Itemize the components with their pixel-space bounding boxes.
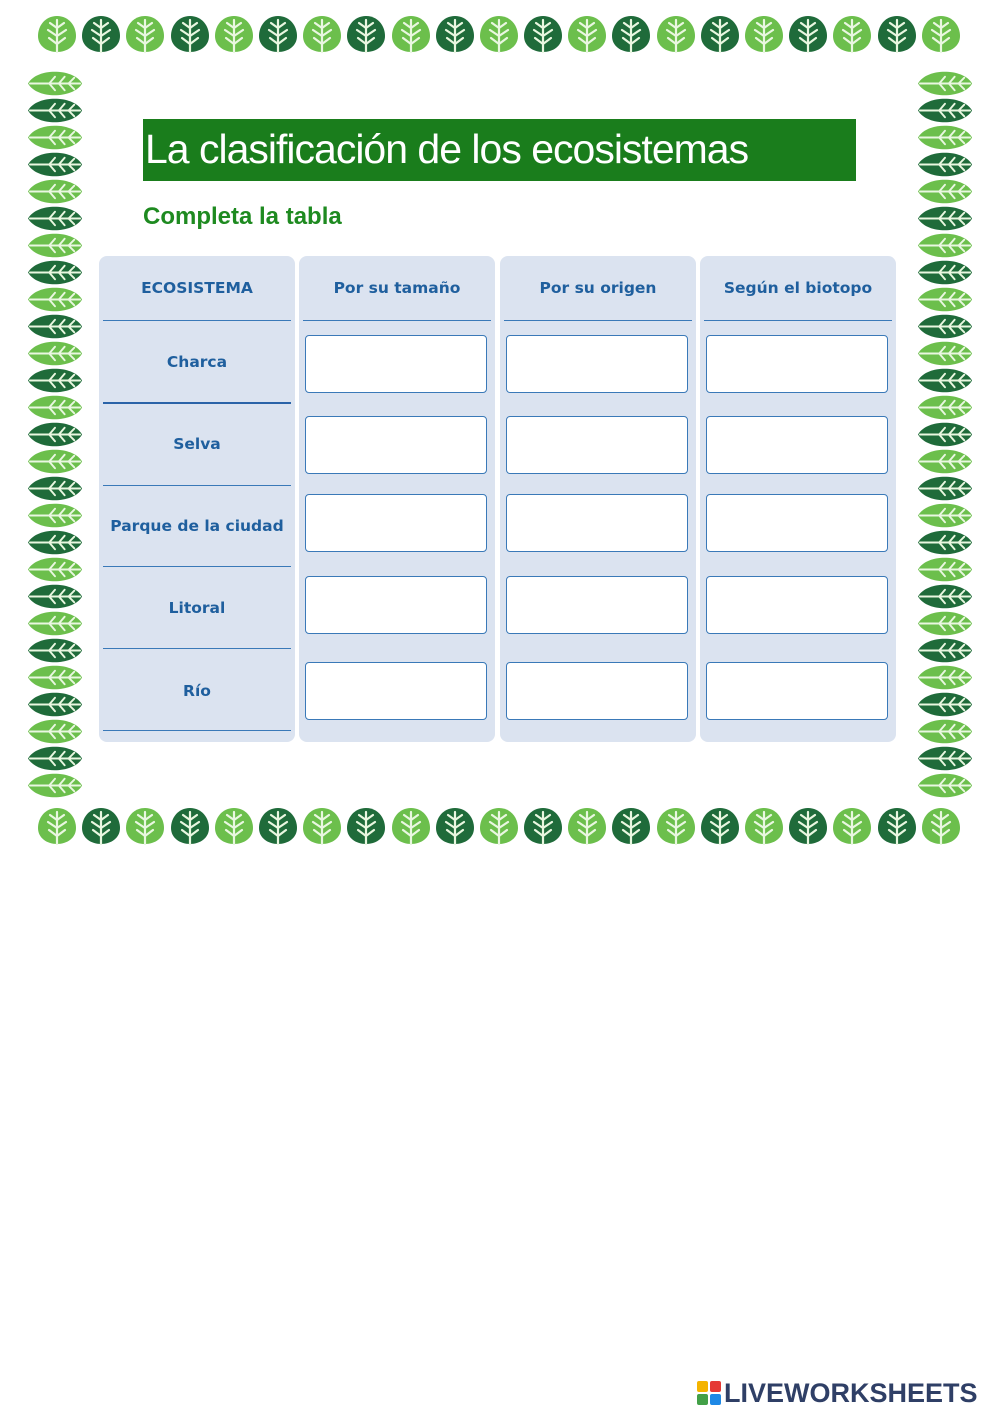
row-label-parque: Parque de la ciudad bbox=[110, 517, 284, 535]
leaf-icon bbox=[22, 97, 88, 124]
answer-box-parque-biotopo[interactable] bbox=[706, 494, 888, 552]
answer-box-rio-tamano[interactable] bbox=[305, 662, 487, 720]
leaf-icon bbox=[876, 806, 918, 846]
leaf-icon bbox=[345, 14, 387, 54]
leaf-icon bbox=[699, 806, 741, 846]
leaf-icon bbox=[610, 806, 652, 846]
leaf-icon bbox=[22, 232, 88, 259]
answer-box-litoral-origen[interactable] bbox=[506, 576, 688, 634]
leaf-icon bbox=[124, 14, 166, 54]
leaf-icon bbox=[912, 367, 978, 394]
row-divider bbox=[103, 730, 291, 731]
leaf-icon bbox=[920, 14, 962, 54]
leaf-icon bbox=[912, 664, 978, 691]
row-label-charca: Charca bbox=[166, 353, 228, 371]
leaf-icon bbox=[22, 259, 88, 286]
answer-box-charca-origen[interactable] bbox=[506, 335, 688, 393]
leaf-icon bbox=[434, 14, 476, 54]
leaf-icon bbox=[434, 806, 476, 846]
leaf-icon bbox=[912, 556, 978, 583]
leaf-icon bbox=[912, 475, 978, 502]
answer-box-charca-tamano[interactable] bbox=[305, 335, 487, 393]
answer-box-parque-origen[interactable] bbox=[506, 494, 688, 552]
leaf-icon bbox=[566, 806, 608, 846]
page-title: La clasificación de los ecosistemas bbox=[145, 126, 749, 172]
leaf-icon bbox=[912, 637, 978, 664]
ecosystem-column bbox=[99, 256, 295, 742]
answer-box-selva-tamano[interactable] bbox=[305, 416, 487, 474]
answer-box-litoral-tamano[interactable] bbox=[305, 576, 487, 634]
answer-box-litoral-biotopo[interactable] bbox=[706, 576, 888, 634]
leaf-icon bbox=[22, 124, 88, 151]
answer-box-selva-origen[interactable] bbox=[506, 416, 688, 474]
liveworksheets-logo-icon bbox=[697, 1381, 721, 1405]
leaf-icon bbox=[912, 583, 978, 610]
leaf-border-bottom bbox=[36, 806, 964, 846]
leaf-icon bbox=[22, 556, 88, 583]
leaf-icon bbox=[22, 367, 88, 394]
leaf-icon bbox=[912, 286, 978, 313]
leaf-icon bbox=[22, 394, 88, 421]
leaf-icon bbox=[80, 806, 122, 846]
leaf-icon bbox=[22, 421, 88, 448]
answer-box-selva-biotopo[interactable] bbox=[706, 416, 888, 474]
leaf-icon bbox=[22, 313, 88, 340]
leaf-icon bbox=[743, 806, 785, 846]
leaf-icon bbox=[22, 448, 88, 475]
size-column bbox=[299, 256, 495, 742]
leaf-icon bbox=[213, 14, 255, 54]
column-header-ecosistema: ECOSISTEMA bbox=[141, 279, 253, 297]
leaf-icon bbox=[80, 14, 122, 54]
leaf-icon bbox=[912, 718, 978, 745]
leaf-icon bbox=[257, 806, 299, 846]
leaf-icon bbox=[22, 664, 88, 691]
leaf-icon bbox=[22, 178, 88, 205]
leaf-icon bbox=[787, 806, 829, 846]
leaf-icon bbox=[743, 14, 785, 54]
answer-box-charca-biotopo[interactable] bbox=[706, 335, 888, 393]
leaf-icon bbox=[36, 806, 78, 846]
leaf-icon bbox=[390, 806, 432, 846]
leaf-icon bbox=[912, 610, 978, 637]
column-header-tamano: Por su tamaño bbox=[333, 279, 461, 297]
leaf-icon bbox=[912, 259, 978, 286]
leaf-icon bbox=[912, 340, 978, 367]
leaf-icon bbox=[566, 14, 608, 54]
leaf-icon bbox=[699, 14, 741, 54]
row-label-selva: Selva bbox=[173, 435, 221, 453]
leaf-icon bbox=[22, 772, 88, 799]
leaf-icon bbox=[22, 475, 88, 502]
leaf-icon bbox=[912, 421, 978, 448]
answer-box-rio-biotopo[interactable] bbox=[706, 662, 888, 720]
leaf-icon bbox=[22, 718, 88, 745]
leaf-border-top bbox=[36, 14, 964, 54]
instruction-text: Completa la tabla bbox=[143, 203, 342, 230]
leaf-icon bbox=[912, 70, 978, 97]
row-divider bbox=[103, 648, 291, 649]
leaf-icon bbox=[22, 286, 88, 313]
header-divider bbox=[504, 320, 692, 321]
leaf-icon bbox=[345, 806, 387, 846]
leaf-icon bbox=[22, 745, 88, 772]
leaf-border-right bbox=[912, 70, 978, 799]
leaf-icon bbox=[22, 529, 88, 556]
leaf-icon bbox=[912, 151, 978, 178]
liveworksheets-brand[interactable] bbox=[697, 1377, 978, 1409]
leaf-icon bbox=[912, 691, 978, 718]
leaf-icon bbox=[831, 806, 873, 846]
leaf-icon bbox=[912, 502, 978, 529]
leaf-icon bbox=[257, 14, 299, 54]
leaf-icon bbox=[36, 14, 78, 54]
leaf-icon bbox=[301, 14, 343, 54]
leaf-icon bbox=[22, 340, 88, 367]
leaf-icon bbox=[478, 14, 520, 54]
leaf-icon bbox=[655, 806, 697, 846]
row-label-litoral: Litoral bbox=[168, 599, 226, 617]
leaf-icon bbox=[22, 70, 88, 97]
leaf-icon bbox=[912, 529, 978, 556]
leaf-icon bbox=[876, 14, 918, 54]
leaf-icon bbox=[478, 806, 520, 846]
column-header-origen: Por su origen bbox=[539, 279, 657, 297]
leaf-icon bbox=[22, 151, 88, 178]
answer-box-parque-tamano[interactable] bbox=[305, 494, 487, 552]
leaf-icon bbox=[912, 97, 978, 124]
leaf-icon bbox=[912, 772, 978, 799]
leaf-icon bbox=[912, 448, 978, 475]
header-divider bbox=[303, 320, 491, 321]
leaf-icon bbox=[22, 583, 88, 610]
leaf-icon bbox=[912, 205, 978, 232]
leaf-icon bbox=[22, 502, 88, 529]
answer-box-rio-origen[interactable] bbox=[506, 662, 688, 720]
leaf-icon bbox=[22, 691, 88, 718]
leaf-icon bbox=[169, 14, 211, 54]
leaf-icon bbox=[912, 178, 978, 205]
leaf-icon bbox=[912, 232, 978, 259]
brand-name: LIVEWORKSHEETS bbox=[724, 1377, 978, 1408]
leaf-icon bbox=[169, 806, 211, 846]
leaf-icon bbox=[22, 610, 88, 637]
leaf-icon bbox=[655, 14, 697, 54]
leaf-border-left bbox=[22, 70, 88, 799]
leaf-icon bbox=[912, 745, 978, 772]
title-banner bbox=[143, 119, 856, 181]
leaf-icon bbox=[912, 394, 978, 421]
leaf-icon bbox=[213, 806, 255, 846]
leaf-icon bbox=[920, 806, 962, 846]
leaf-icon bbox=[522, 806, 564, 846]
origin-column bbox=[500, 256, 696, 742]
leaf-icon bbox=[124, 806, 166, 846]
leaf-icon bbox=[390, 14, 432, 54]
leaf-icon bbox=[610, 14, 652, 54]
leaf-icon bbox=[22, 205, 88, 232]
leaf-icon bbox=[912, 124, 978, 151]
leaf-icon bbox=[831, 14, 873, 54]
biotope-column bbox=[700, 256, 896, 742]
leaf-icon bbox=[301, 806, 343, 846]
leaf-icon bbox=[22, 637, 88, 664]
leaf-icon bbox=[522, 14, 564, 54]
leaf-icon bbox=[912, 313, 978, 340]
column-header-biotopo: Según el biotopo bbox=[723, 279, 873, 297]
leaf-icon bbox=[787, 14, 829, 54]
header-divider bbox=[704, 320, 892, 321]
row-label-rio: Río bbox=[183, 682, 211, 700]
